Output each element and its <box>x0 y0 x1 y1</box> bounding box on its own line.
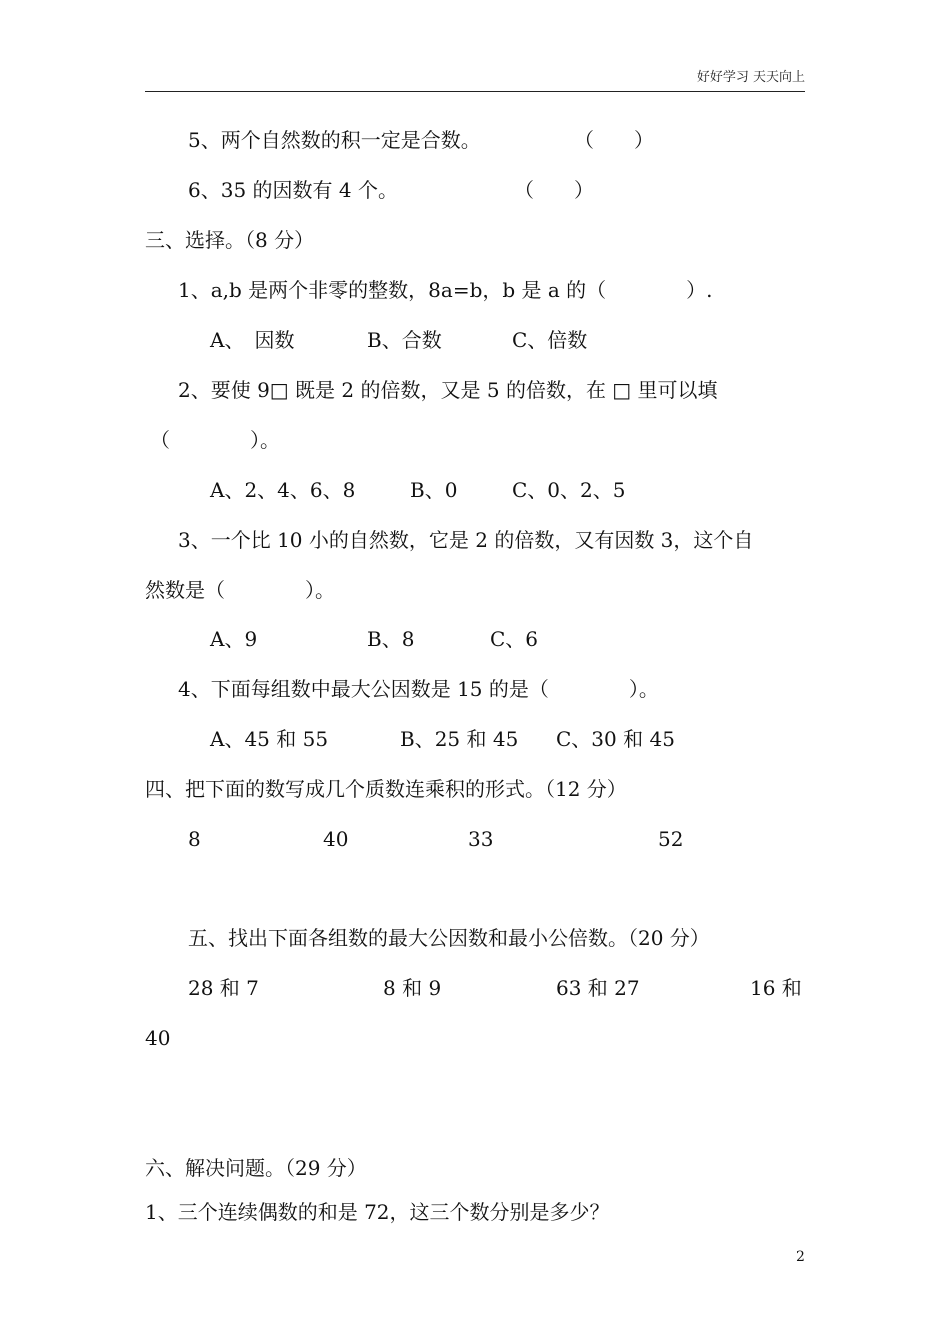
choice-q1-option-a: A、 因数 <box>210 328 295 352</box>
choice-q2-option-a: A、2、4、6、8 <box>210 478 356 502</box>
factorize-number-40: 40 <box>323 827 349 851</box>
gcd-lcm-group-4: 16 和 <box>750 976 802 1000</box>
choice-q4-option-a: A、45 和 55 <box>210 727 329 751</box>
gcd-lcm-section-title: 五、找出下面各组数的最大公因数和最小公倍数。（20 分） <box>188 926 710 950</box>
choice-q4-option-c: C、30 和 45 <box>556 727 675 751</box>
gcd-lcm-group-4-wrap: 40 <box>145 1026 171 1050</box>
choice-q3-stem-line1: 3、一个比 10 小的自然数，它是 2 的倍数，又有因数 3，这个自 <box>178 528 754 552</box>
factorize-section-title: 四、把下面的数写成几个质数连乘积的形式。（12 分） <box>145 777 627 801</box>
gcd-lcm-group-3: 63 和 27 <box>556 976 640 1000</box>
choice-q1-option-b: B、合数 <box>367 328 442 352</box>
choice-q2-option-b: B、0 <box>410 478 458 502</box>
page-number: 2 <box>796 1249 805 1265</box>
factorize-number-52: 52 <box>658 827 684 851</box>
choice-q3-stem-line2: 然数是（ ）。 <box>145 578 335 602</box>
page-header-text: 好好学习 天天向上 <box>696 70 805 85</box>
choice-q1-stem: 1、a,b 是两个非零的整数，8a=b，b 是 a 的（ ）. <box>178 278 713 302</box>
factorize-number-8: 8 <box>188 827 201 851</box>
judge-q6-text: 6、35 的因数有 4 个。 <box>188 178 398 202</box>
problems-section-title: 六、解决问题。（29 分） <box>145 1156 367 1180</box>
choice-q4-stem: 4、下面每组数中最大公因数是 15 的是（ ）。 <box>178 677 659 701</box>
choice-q3-option-c: C、6 <box>490 627 539 651</box>
gcd-lcm-group-2: 8 和 9 <box>383 976 442 1000</box>
problem-q1: 1、三个连续偶数的和是 72，这三个数分别是多少？ <box>145 1200 610 1224</box>
choice-q2-stem-line2: （ ）。 <box>150 428 280 452</box>
judge-q5-text: 5、两个自然数的积一定是合数。 <box>188 128 481 152</box>
choice-q3-option-a: A、9 <box>210 627 258 651</box>
choice-q2-option-c: C、0、2、5 <box>512 478 626 502</box>
choice-section-title: 三、选择。（8 分） <box>145 228 315 252</box>
choice-q4-option-b: B、25 和 45 <box>400 727 519 751</box>
choice-q1-option-c: C、倍数 <box>512 328 588 352</box>
judge-q5-answer-paren: （ ） <box>574 128 654 152</box>
choice-q2-stem-line1: 2、要使 9□ 既是 2 的倍数，又是 5 的倍数，在 □ 里可以填 <box>178 378 718 402</box>
factorize-number-33: 33 <box>468 827 494 851</box>
gcd-lcm-group-1: 28 和 7 <box>188 976 259 1000</box>
header-rule <box>145 91 805 92</box>
choice-q3-option-b: B、8 <box>367 627 415 651</box>
judge-q6-answer-paren: （ ） <box>514 178 594 202</box>
